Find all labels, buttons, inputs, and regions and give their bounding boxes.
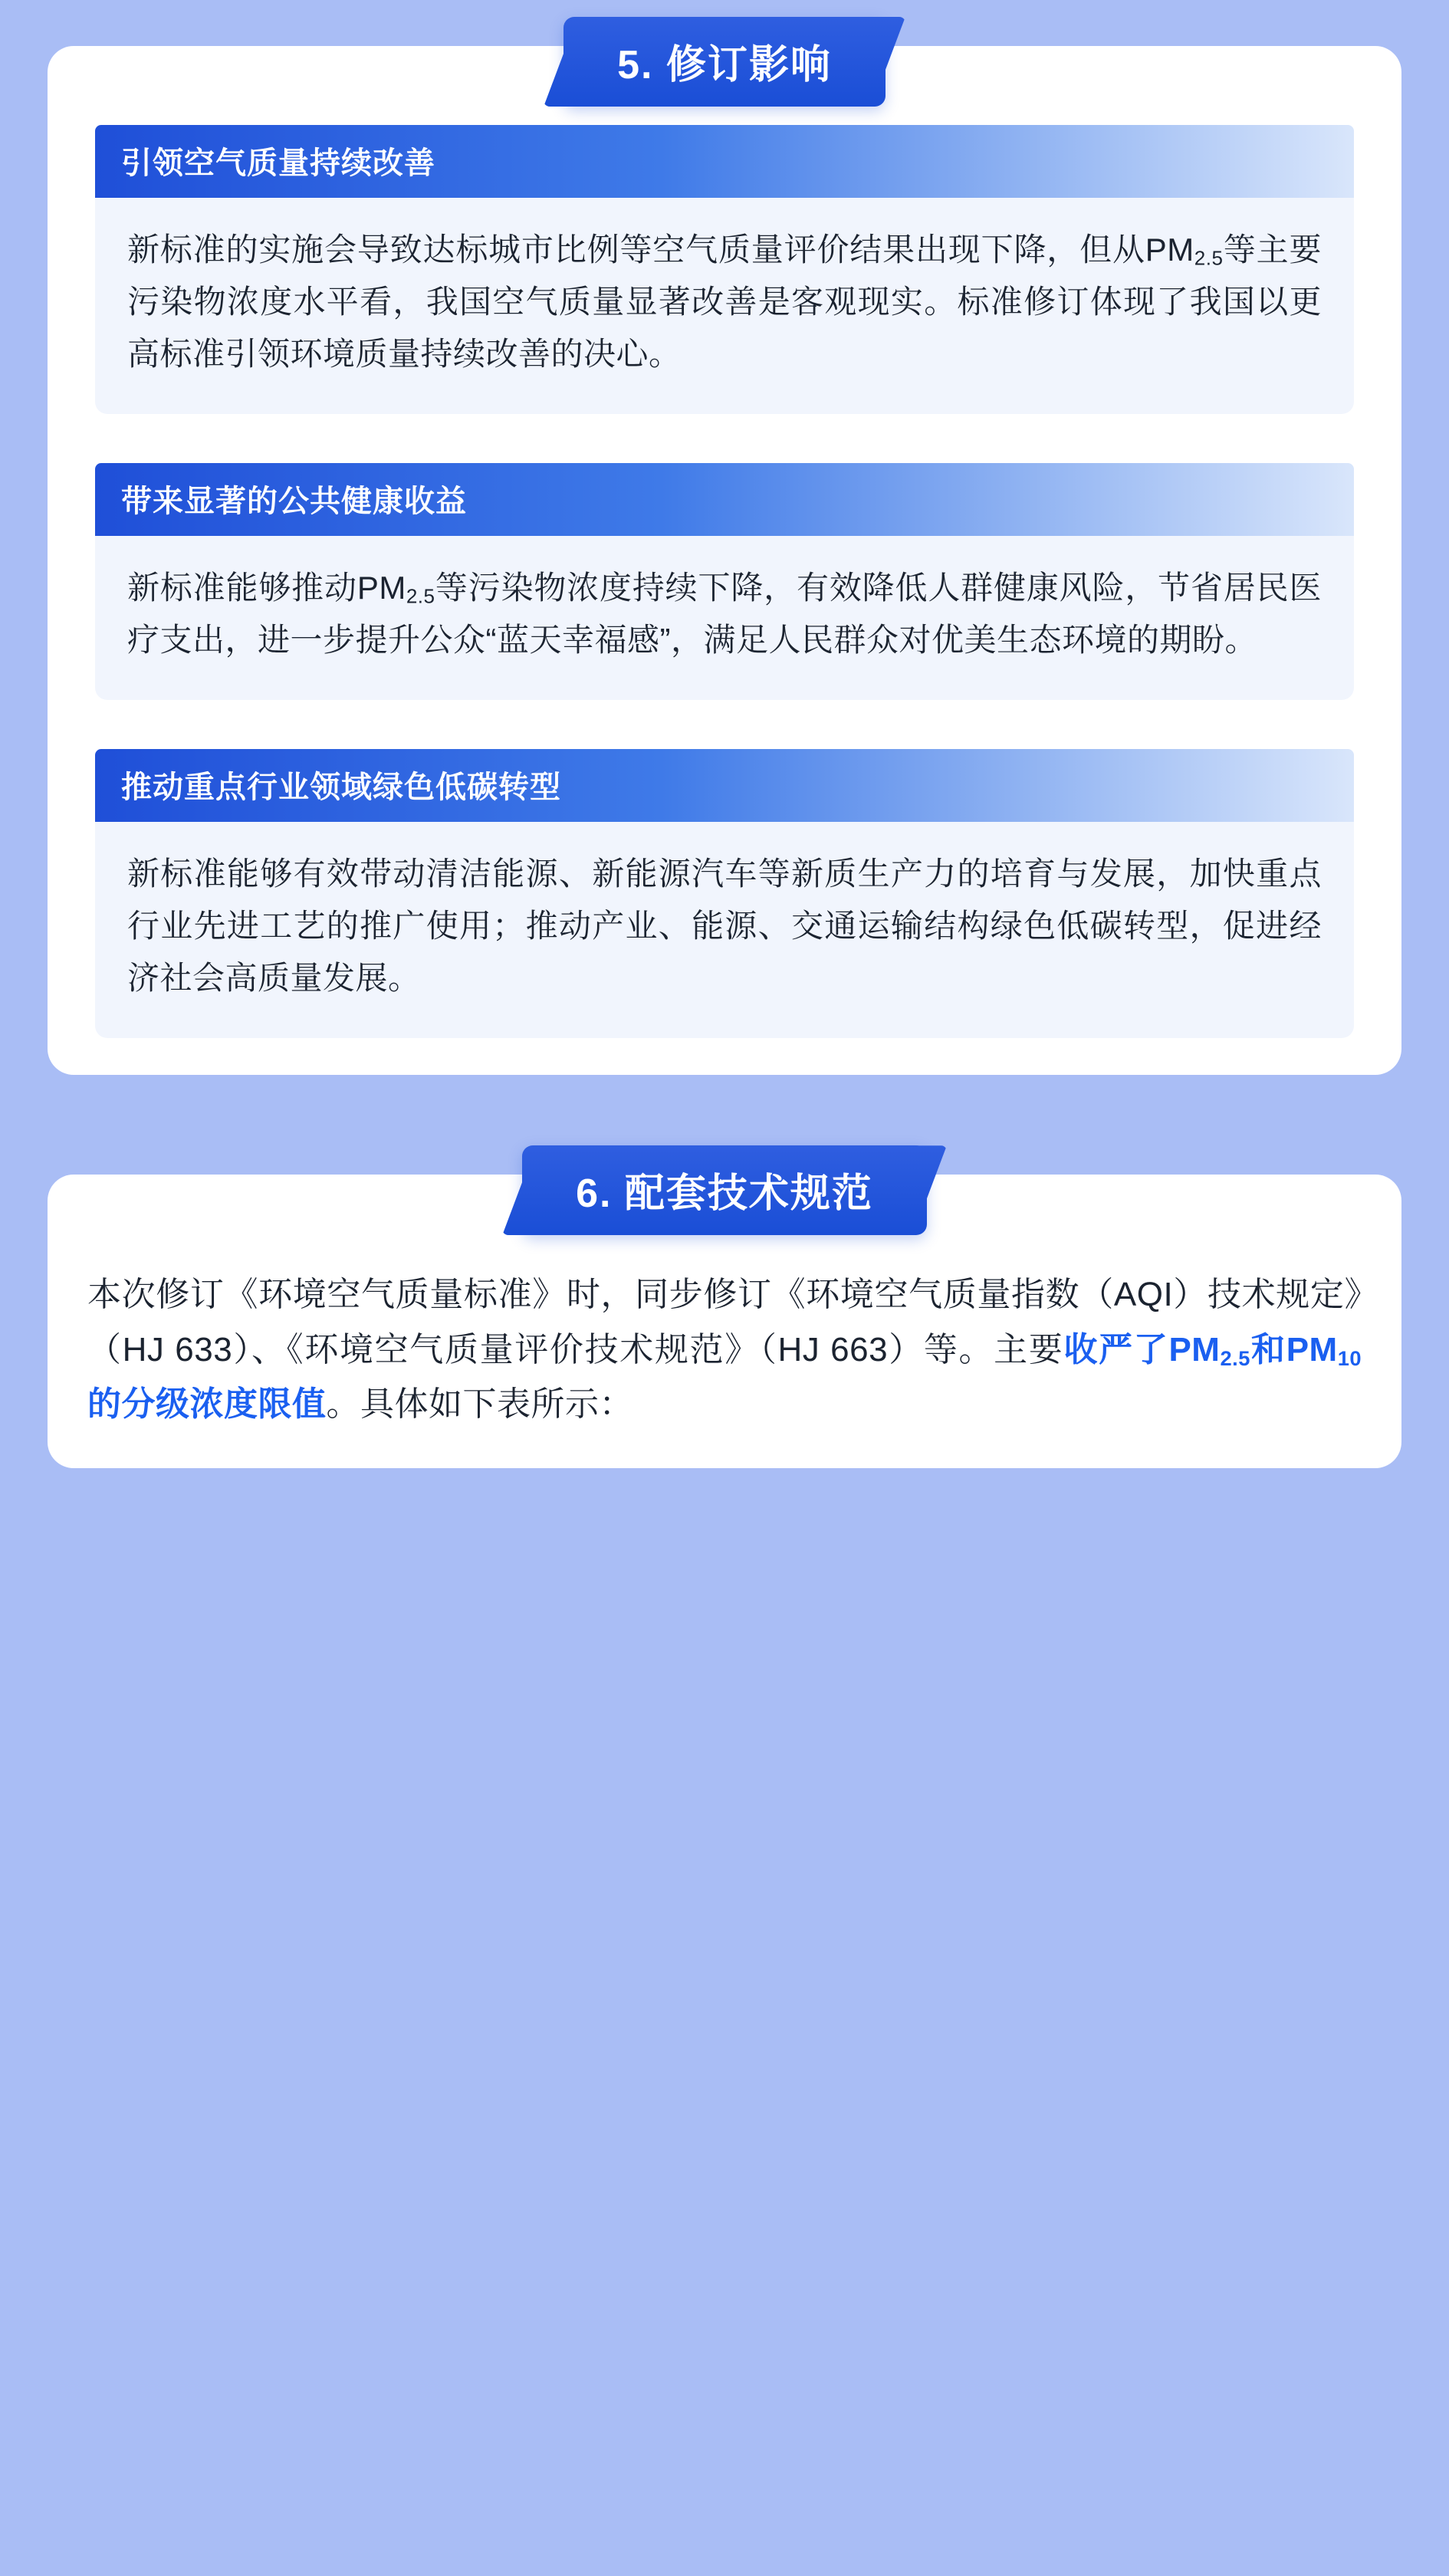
text-run: 新标准能够推动PM xyxy=(127,570,406,606)
subscript-text: 2.5 xyxy=(1194,246,1224,270)
section-banner-title-5: 5. 修订影响 xyxy=(564,17,886,107)
text-run: 等污染物浓度持续下降，有效降低人群健康风险，节省居民医疗支出，进一步提升公众“蓝天幸福感”，满足人民群众对优美生态环境的期盼。 xyxy=(127,570,1322,659)
highlighted-text: PM xyxy=(1286,1330,1338,1368)
block-title: 推动重点行业领域绿色低碳转型 xyxy=(95,749,1354,822)
impact-block-public-health xyxy=(95,463,1354,700)
section-card-technical-specs xyxy=(48,1171,1401,1468)
highlighted-text: 2.5 xyxy=(1220,1346,1250,1370)
text-run: 。具体如下表所示： xyxy=(326,1385,633,1423)
highlighted-text: 10 xyxy=(1337,1346,1362,1370)
block-title: 引领空气质量持续改善 xyxy=(95,125,1354,198)
highlighted-text: 的分级浓度限值 xyxy=(87,1385,327,1423)
section-banner-wrap xyxy=(48,17,1401,107)
highlighted-text: 收严了PM xyxy=(1063,1330,1221,1368)
section-banner-title-6: 6. 配套技术规范 xyxy=(522,1145,927,1235)
infographic-page xyxy=(0,43,1449,1499)
highlighted-text: 和 xyxy=(1250,1330,1286,1368)
section-card-revision-impact xyxy=(48,43,1401,1075)
text-run: 等主要污染物浓度水平看，我国空气质量显著改善是客观现实。标准修订体现了我国以更高标准引领环境质量持续改善的决心。 xyxy=(127,232,1322,373)
impact-block-green-transition xyxy=(95,749,1354,1038)
block-text xyxy=(95,224,1354,380)
text-run: 本次修订《环境空气质量标准》时，同步修订《环境空气质量指数（AQI）技术规定》（HJ 633）、《环境空气质量评价技术规范》（HJ 663）等。主要 xyxy=(87,1276,1362,1368)
text-run: 新标准的实施会导致达标城市比例等空气质量评价结果出现下降，但从PM xyxy=(127,232,1194,268)
section-banner-wrap xyxy=(48,1145,1401,1235)
text-run: 新标准能够有效带动清洁能源、新能源汽车等新质生产力的培育与发展，加快重点行业先进工艺的推广使用；推动产业、能源、交通运输结构绿色低碳转型，促进经济社会高质量发展。 xyxy=(127,856,1322,997)
technical-specs-text xyxy=(48,1254,1401,1431)
block-title: 带来显著的公共健康收益 xyxy=(95,463,1354,536)
block-text xyxy=(95,848,1354,1004)
impact-block-air-quality xyxy=(95,125,1354,414)
block-text xyxy=(95,562,1354,666)
subscript-text: 2.5 xyxy=(406,584,435,608)
